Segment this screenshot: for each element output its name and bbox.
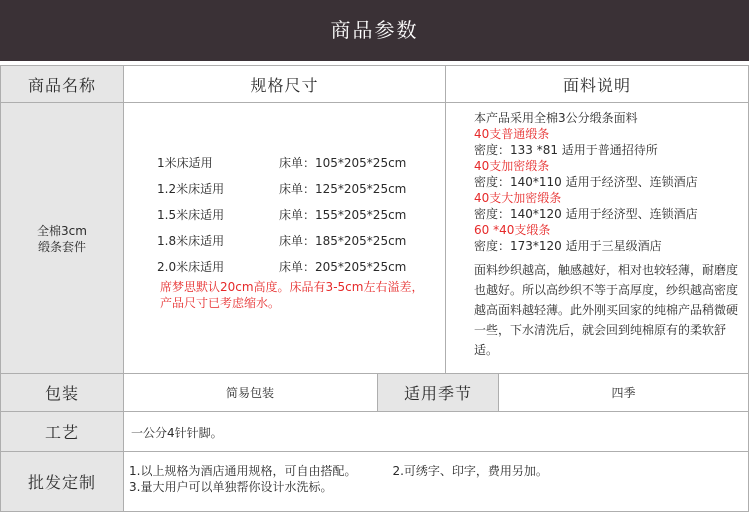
size-label: 2.0米床适用 — [157, 260, 225, 274]
size-row — [157, 150, 406, 176]
size-label: 1米床适用 — [157, 156, 213, 170]
size-note: 席梦思默认20cm高度。床品有3-5cm左右溢差，产品尺寸已考虑缩水。 — [160, 280, 424, 310]
custom-label: 批发定制 — [0, 451, 124, 512]
column-header-name: 商品名称 — [0, 65, 124, 103]
page-title: 商品参数 — [330, 18, 419, 42]
fabric-item-name: 40支大加密缎条 — [474, 191, 562, 205]
product-name-cell — [0, 102, 124, 374]
packaging-value: 简易包装 — [225, 386, 274, 400]
fabric-paragraph: 面料纱织越高，触感越好，相对也较轻薄，耐磨度也越好。所以高纱织不等于高厚度，纱织越高密度越高面料越轻薄。此外刚买回家的纯棉产品稍微硬一些，下水清洗后，就会回到纯棉原有的柔软舒适。 — [474, 263, 739, 357]
fabric-item-density: 密度：173*120 适用于三星级酒店 — [474, 239, 662, 253]
fabric-description — [474, 110, 744, 360]
size-label: 1.5米床适用 — [157, 208, 225, 222]
size-value: 床单：205*205*25cm — [279, 260, 407, 274]
fabric-item-name: 40支加密缎条 — [474, 159, 550, 173]
product-name-line1: 全棉3cm — [37, 224, 87, 238]
size-value: 床单：155*205*25cm — [279, 208, 407, 222]
column-header-spec: 规格尺寸 — [123, 65, 446, 103]
custom-line1a: 1.以上规格为酒店通用规格，可自由搭配。 — [129, 464, 357, 478]
column-header-fabric: 面料说明 — [445, 65, 749, 103]
fabric-item-density: 密度：133 *81 适用于普通招待所 — [474, 143, 658, 157]
size-row — [157, 228, 406, 254]
fabric-item-density: 密度：140*110 适用于经济型、连锁酒店 — [474, 175, 698, 189]
size-value: 床单：105*205*25cm — [279, 156, 407, 170]
packaging-label: 包装 — [0, 373, 124, 412]
size-value: 床单：185*205*25cm — [279, 234, 407, 248]
fabric-item-name: 60 *40支缎条 — [474, 223, 551, 237]
custom-text — [129, 463, 548, 495]
season-value: 四季 — [498, 373, 749, 412]
craft-label: 工艺 — [0, 411, 124, 452]
fabric-item-name: 40支普通缎条 — [474, 127, 550, 141]
product-name-line2: 缎条套件 — [37, 240, 86, 254]
custom-line1b: 2.可绣字、印字，费用另加。 — [392, 464, 548, 478]
fabric-intro: 本产品采用全棉3公分缎条面料 — [474, 111, 638, 125]
custom-line2: 3.量大用户可以单独帮你设计水洗标。 — [129, 480, 333, 494]
size-label: 1.8米床适用 — [157, 234, 225, 248]
size-label: 1.2米床适用 — [157, 182, 225, 196]
craft-value: 一公分4针针脚。 — [131, 425, 223, 440]
size-row — [157, 176, 406, 202]
fabric-item-density: 密度：140*120 适用于经济型、连锁酒店 — [474, 207, 698, 221]
season-label: 适用季节 — [377, 373, 499, 412]
size-list — [157, 150, 406, 280]
size-value: 床单：125*205*25cm — [279, 182, 407, 196]
size-row — [157, 202, 406, 228]
size-row — [157, 254, 406, 280]
